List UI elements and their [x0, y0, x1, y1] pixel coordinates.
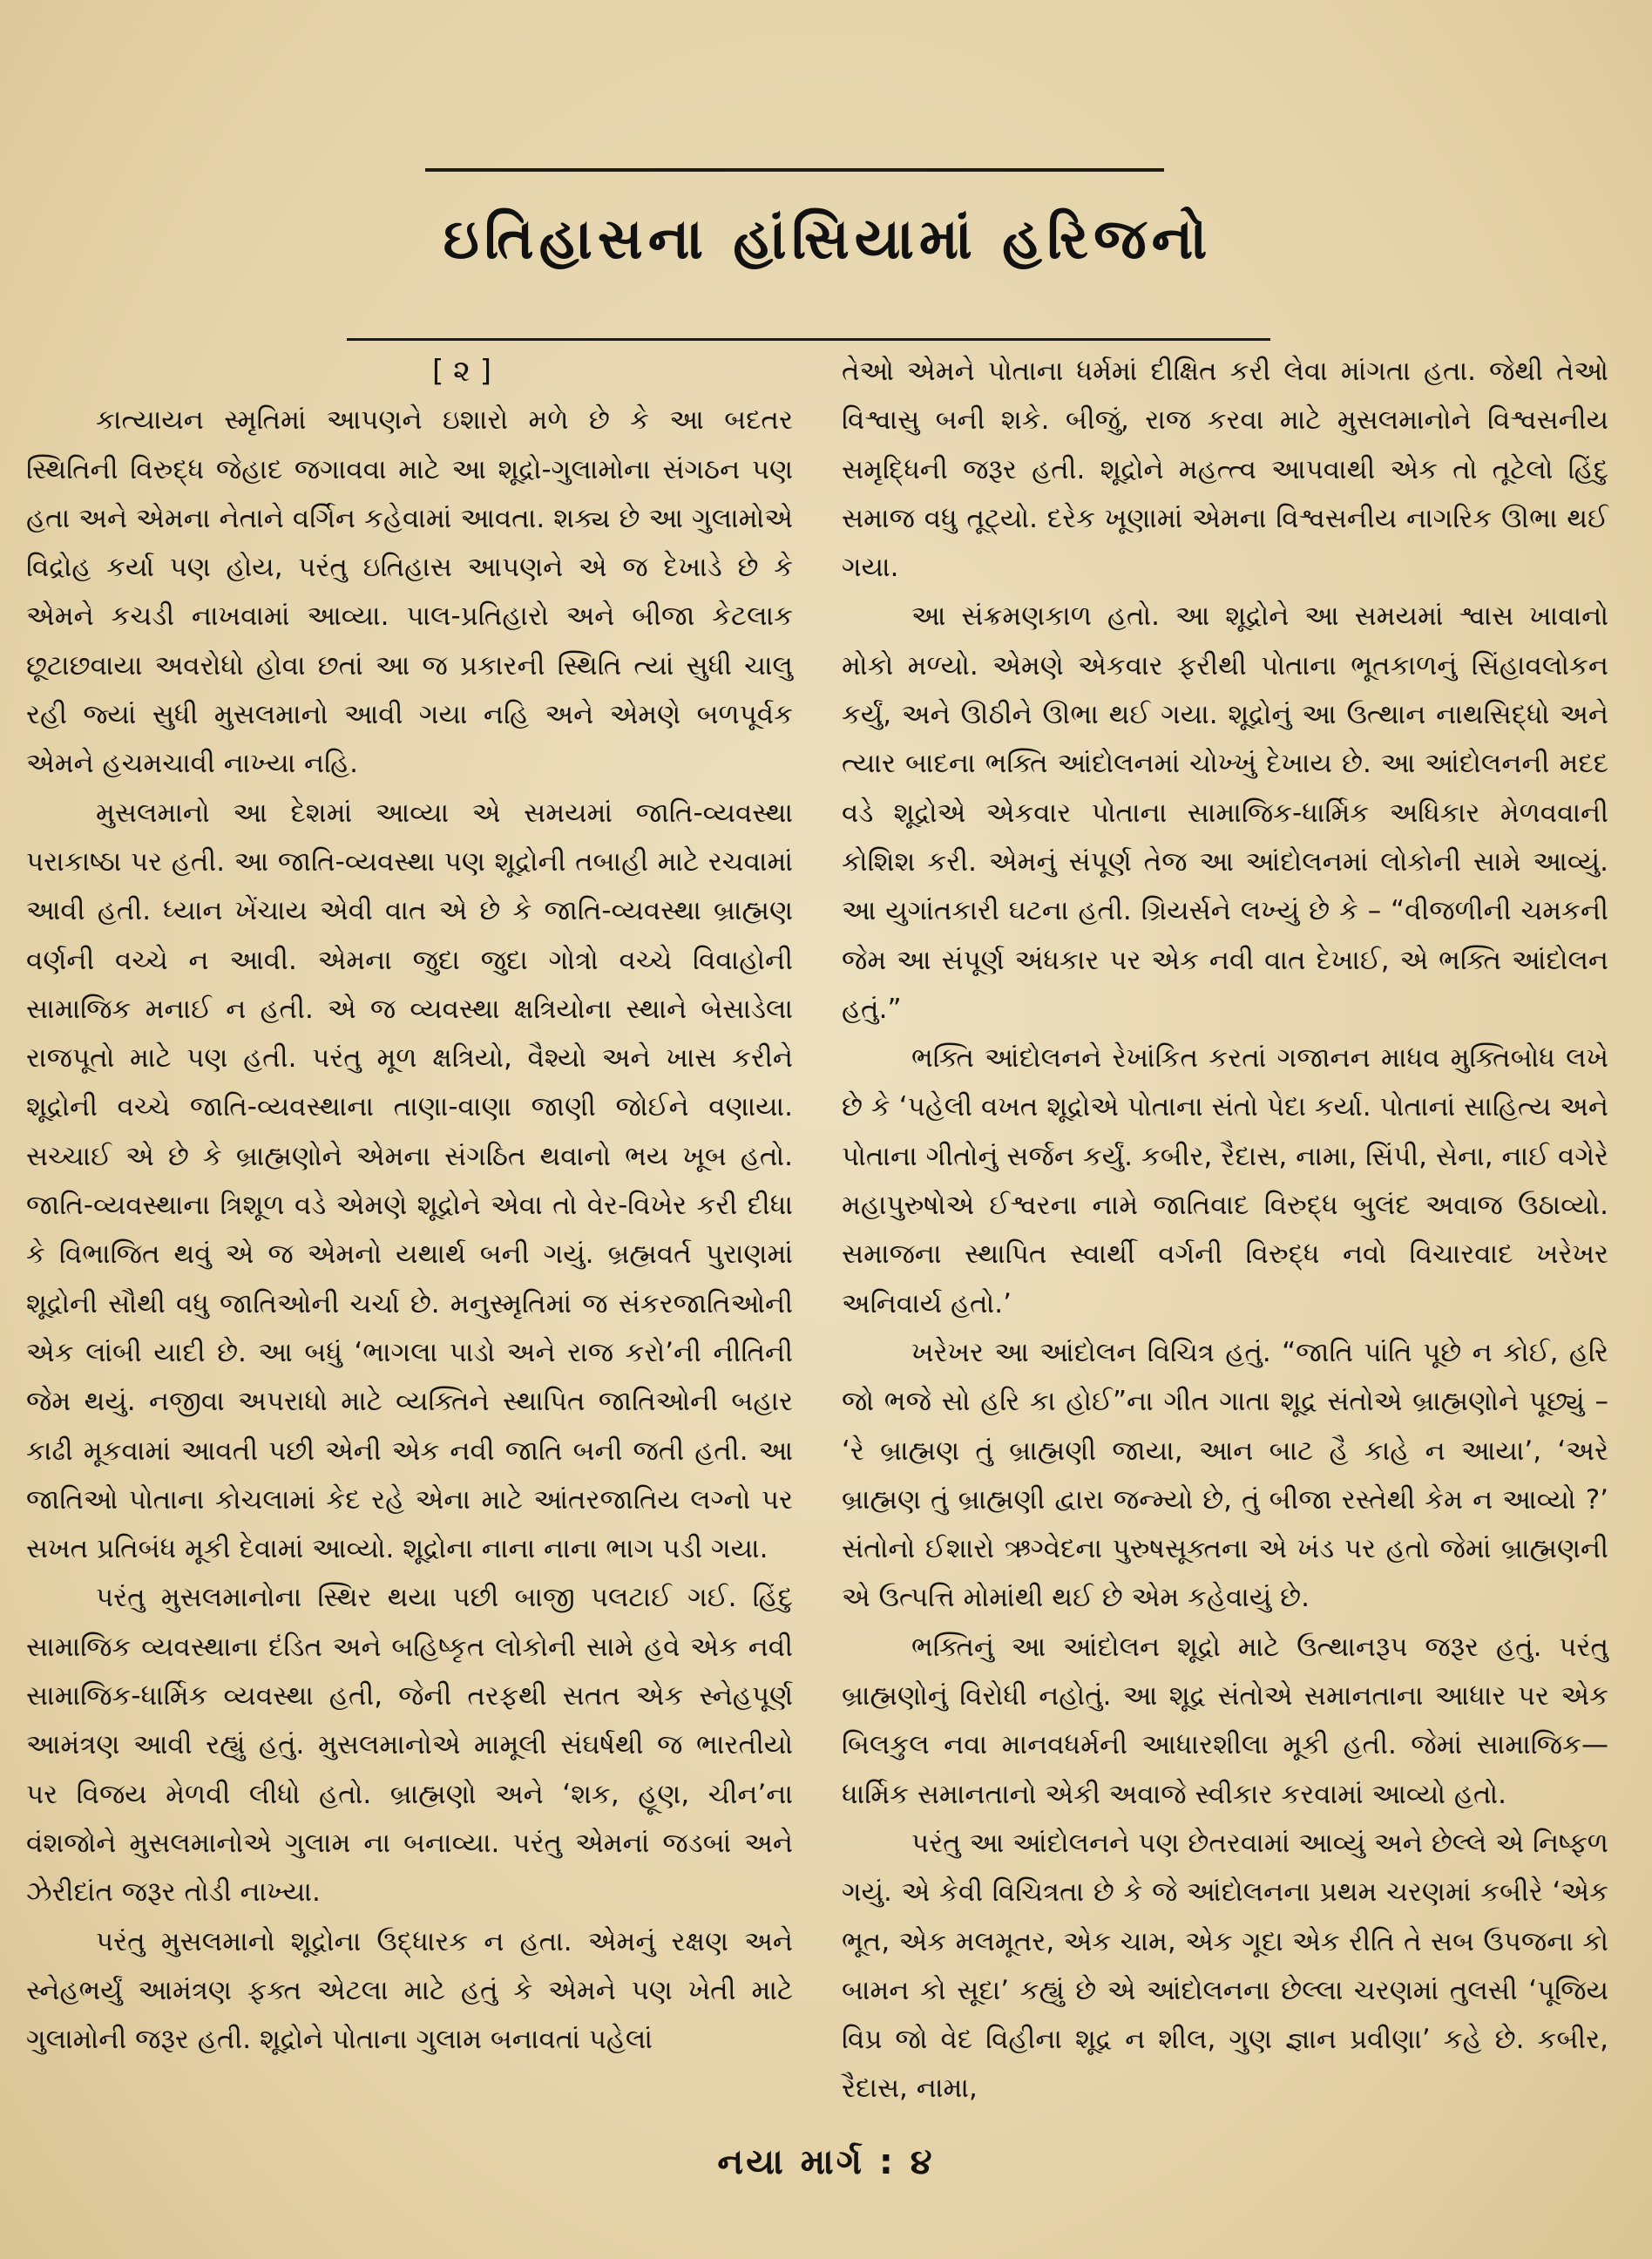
left-column: [26, 347, 793, 2064]
article-title: ઇતિહાસના હાંસિયામાં હરિજનો: [443, 207, 1213, 272]
paragraph: તેઓ એમને પોતાના ધર્મમાં દીક્ષિત કરી લેવા માંગતા હતા. જેથી તેઓ વિશ્વાસુ બની શકે. બીજું, રાજ કરવા માટે મુસલમાનોને વિશ્વસનીય સમૃદ્ધિની જરૂર હતી. શૂદ્રોને મહત્ત્વ આપવાથી એક તો તૂટેલો હિંદુ સમાજ વધુ તૂટ્યો. દરેક ખૂણામાં એમના વિશ્વસનીય નાગરિક ઊભા થઈ ગયા.: [842, 356, 1608, 584]
paragraph: કાત્યાયન સ્મૃતિમાં આપણને ઇશારો મળે છે કે આ બદતર સ્થિતિની વિરુદ્ધ જેહાદ જગાવવા માટે આ શૂદ્રો-ગુલામોના સંગઠન પણ હતા અને એમના નેતાને વર્ગિન કહેવામાં આવતા. શક્ય છે આ ગુલામોએ વિદ્રોહ કર્યા પણ હોય, પરંતુ ઇતિહાસ આપણને એ જ દેખાડે છે કે એમને કચડી નાખવામાં આવ્યા. પાલ-પ્રતિહારો અને બીજા કેટલાક છૂટાછવાયા અવરોધો હોવા છતાં આ જ પ્રકારની સ્થિતિ ત્યાં સુધી ચાલુ રહી જ્યાં સુધી મુસલમાનો આવી ગયા નહિ અને એમણે બળપૂર્વક એમને હચમચાવી નાખ્યા નહિ.: [26, 404, 793, 780]
right-column: [842, 347, 1608, 2113]
title-bottom-rule: [347, 338, 1270, 341]
section-number: [ ૨ ]: [431, 354, 492, 389]
page-footer: નયા માર્ગ : ૪: [717, 2142, 935, 2182]
paragraph: પરંતુ મુસલમાનોના સ્થિર થયા પછી બાજી પલટાઈ ગઈ. હિંદુ સામાજિક વ્યવસ્થાના દંડિત અને બહિષ્કૃત લોકોની સામે હવે એક નવી સામાજિક-ધાર્મિક વ્યવસ્થા હતી, જેની તરફથી સતત એક સ્નેહપૂર્ણ આમંત્રણ આવી રહ્યું હતું. મુસલમાનોએ મામૂલી સંઘર્ષથી જ ભારતીયો પર વિજય મેળવી લીધો હતો. બ્રાહ્મણો અને ‘શક, હૂણ, ચીન’ના વંશજોને મુસલમાનોએ ગુલામ ના બનાવ્યા. પરંતુ એમનાં જડબાં અને ઝેરીદાંત જરૂર તોડી નાખ્યા.: [26, 1582, 793, 1909]
paragraph: ભક્તિ આંદોલનને રેખાંકિત કરતાં ગજાનન માધવ મુક્તિબોધ લખે છે કે ‘પહેલી વખત શૂદ્રોએ પોતાના સંતો પેદા કર્યા. પોતાનાં સાહિત્ય અને પોતાના ગીતોનું સર્જન કર્યું. કબીર, રૈદાસ, નામા, સિંપી, સેના, નાઈ વગેરે મહાપુરુષોએ ઈશ્વરના નામે જાતિવાદ વિરુદ્ધ બુલંદ અવાજ ઉઠાવ્યો. સમાજના સ્થાપિત સ્વાર્થી વર્ગની વિરુદ્ધ નવો વિચારવાદ ખરેખર અનિવાર્ય હતો.’: [842, 1042, 1608, 1319]
paragraph: ભક્તિનું આ આંદોલન શૂદ્રો માટે ઉત્થાનરૂપ જરૂર હતું. પરંતુ બ્રાહ્મણોનું વિરોધી નહોતું. આ શૂદ્ર સંતોએ સમાનતાના આધાર પર એક બિલકુલ નવા માનવધર્મની આધારશીલા મૂકી હતી. જેમાં સામાજિક—ધાર્મિક સમાનતાનો એકી અવાજે સ્વીકાર કરવામાં આવ્યો હતો.: [842, 1631, 1608, 1810]
paragraph: આ સંક્રમણકાળ હતો. આ શૂદ્રોને આ સમયમાં શ્વાસ ખાવાનો મોકો મળ્યો. એમણે એકવાર ફરીથી પોતાના ભૂતકાળનું સિંહાવલોકન કર્યું, અને ઊઠીને ઊભા થઈ ગયા. શૂદ્રોનું આ ઉત્થાન નાથસિદ્ધો અને ત્યાર બાદના ભક્તિ આંદોલનમાં ચોખ્ખું દેખાય છે. આ આંદોલનની મદદ વડે શૂદ્રોએ એકવાર પોતાના સામાજિક-ધાર્મિક અધિકાર મેળવવાની કોશિશ કરી. એમનું સંપૂર્ણ તેજ આ આંદોલનમાં લોકોની સામે આવ્યું. આ યુગાંતકારી ઘટના હતી. ગ્રિયર્સને લખ્યું છે કે – “વીજળીની ચમકની જેમ આ સંપૂર્ણ અંધકાર પર એક નવી વાત દેખાઈ, એ ભક્તિ આંદોલન હતું.”: [842, 600, 1608, 1025]
paragraph: ખરેખર આ આંદોલન વિચિત્ર હતું. “જાતિ પાંતિ પૂછે ન કોઈ, હરિ જો ભજે સો હરિ કા હોઈ”ના ગીત ગાતા શૂદ્ર સંતોએ બ્રાહ્મણોને પૂછ્યું – ‘રે બ્રાહ્મણ તું બ્રાહ્મણી જાયા, આન બાટ હૈ કાહે ન આયા’, ‘અરે બ્રાહ્મણ તું બ્રાહ્મણી દ્વારા જન્મ્યો છે, તું બીજા રસ્તેથી કેમ ન આવ્યો ?’ સંતોનો ઈશારો ઋગ્વેદના પુરુષસૂક્તના એ ખંડ પર હતો જેમાં બ્રાહ્મણની એ ઉત્પત્તિ મોમાંથી થઈ છે એમ કહેવાયું છે.: [842, 1336, 1608, 1614]
paragraph: પરંતુ આ આંદોલનને પણ છેતરવામાં આવ્યું અને છેલ્લે એ નિષ્ફળ ગયું. એ કેવી વિચિત્રતા છે કે જે આંદોલનના પ્રથમ ચરણમાં કબીરે ‘એક ભૂત, એક મલમૂતર, એક ચામ, એક ગૂદા એક રીતિ તે સબ ઉપજના કો બામન કો સૂદા’ કહ્યું છે એ આંદોલનના છેલ્લા ચરણમાં તુલસી ‘પૂજિય વિપ્ર જો વેદ વિહીના શૂદ્ર ન શીલ, ગુણ જ્ઞાન પ્રવીણા’ કહે છે. કબીર, રૈદાસ, નામા,: [842, 1827, 1608, 2105]
paragraph: મુસલમાનો આ દેશમાં આવ્યા એ સમયમાં જાતિ-વ્યવસ્થા પરાકાષ્ઠા પર હતી. આ જાતિ-વ્યવસ્થા પણ શૂદ્રોની તબાહી માટે રચવામાં આવી હતી. ધ્યાન ખેંચાય એવી વાત એ છે કે જાતિ-વ્યવસ્થા બ્રાહ્મણ વર્ણની વચ્ચે ન આવી. એમના જુદા જુદા ગોત્રો વચ્ચે વિવાહોની સામાજિક મનાઈ ન હતી. એ જ વ્યવસ્થા ક્ષત્રિયોના સ્થાને બેસાડેલા રાજપૂતો માટે પણ હતી. પરંતુ મૂળ ક્ષત્રિયો, વૈશ્યો અને ખાસ કરીને શૂદ્રોની વચ્ચે જાતિ-વ્યવસ્થાના તાણા-વાણા જાણી જોઈને વણાયા. સચ્ચાઈ એ છે કે બ્રાહ્મણોને એમના સંગઠિત થવાનો ભય ખૂબ હતો. જાતિ-વ્યવસ્થાના ત્રિશૂળ વડે એમણે શૂદ્રોને એવા તો વેર-વિખેર કરી દીધા કે વિભાજિત થવું એ જ એમનો યથાર્થ બની ગયું. બ્રહ્મવર્ત પુરાણમાં શૂદ્રોની સૌથી વધુ જાતિઓની ચર્ચા છે. મનુસ્મૃતિમાં જ સંકરજાતિઓની એક લાંબી યાદી છે. આ બધું ‘ભાગલા પાડો અને રાજ કરો’ની નીતિની જેમ થયું. નજીવા અપરાધો માટે વ્યક્તિને સ્થાપિત જાતિઓની બહાર કાઢી મૂકવામાં આવતી પછી એની એક નવી જાતિ બની જતી હતી. આ જાતિઓ પોતાના કોચલામાં કેદ રહે એના માટે આંતરજાતિય લગ્નો પર સખત પ્રતિબંધ મૂકી દેવામાં આવ્યો. શૂદ્રોના નાના નાના ભાગ પડી ગયા.: [26, 797, 793, 1565]
title-top-rule: [425, 168, 1164, 172]
paragraph: પરંતુ મુસલમાનો શૂદ્રોના ઉદ્ધારક ન હતા. એમનું રક્ષણ અને સ્નેહભર્યું આમંત્રણ ફક્ત એટલા માટે હતું કે એમને પણ ખેતી માટે ગુલામોની જરૂર હતી. શૂદ્રોને પોતાના ગુલામ બનાવતાં પહેલાં: [26, 1925, 793, 2056]
